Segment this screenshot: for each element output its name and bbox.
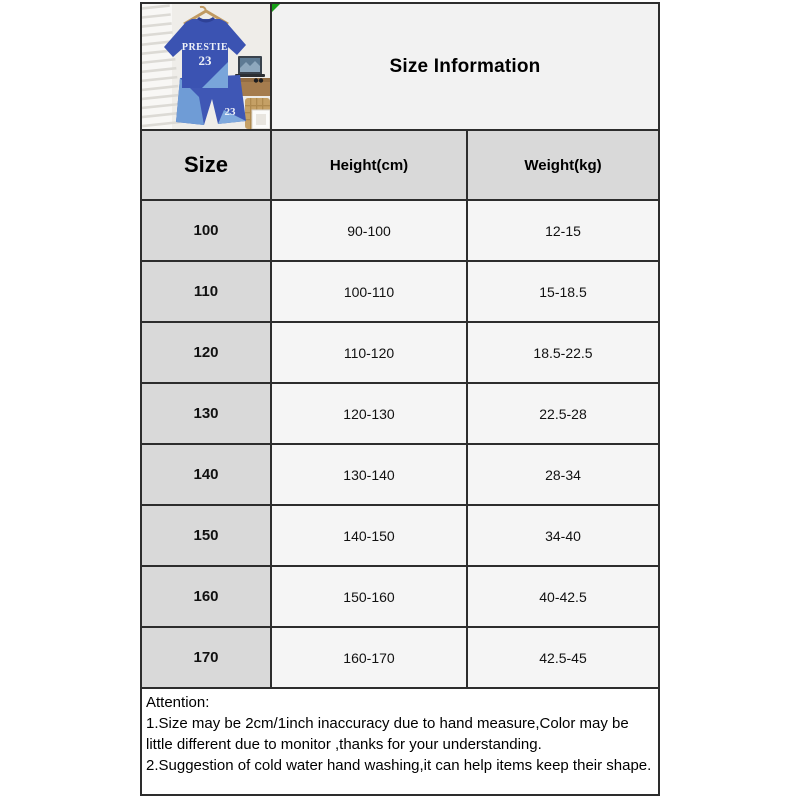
size-cell: 170 bbox=[142, 628, 272, 687]
table-row bbox=[142, 445, 658, 506]
table-row bbox=[142, 262, 658, 323]
height-cell: 150-160 bbox=[272, 567, 468, 626]
attention-note-1: 1.Size may be 2cm/1inch inaccuracy due to hand measure,Color may be little different due to monitor ,thanks for your understanding. bbox=[146, 715, 629, 753]
height-cell: 120-130 bbox=[272, 384, 468, 443]
size-cell: 100 bbox=[142, 201, 272, 260]
product-photo bbox=[142, 4, 272, 129]
attention-note bbox=[142, 689, 658, 794]
table-row bbox=[142, 628, 658, 689]
weight-cell: 42.5-45 bbox=[539, 649, 587, 666]
table-row bbox=[142, 506, 658, 567]
picture-frame bbox=[252, 110, 270, 129]
weight-cell: 28-34 bbox=[545, 466, 581, 483]
size-cell: 130 bbox=[142, 384, 272, 443]
weight-cell: 15-18.5 bbox=[539, 283, 587, 300]
column-header-weight: Weight(kg) bbox=[524, 156, 602, 174]
size-cell: 160 bbox=[142, 567, 272, 626]
page-title: Size Information bbox=[389, 55, 541, 77]
weight-cell: 22.5-28 bbox=[539, 405, 587, 422]
weight-cell: 40-42.5 bbox=[539, 588, 587, 605]
height-cell: 100-110 bbox=[272, 262, 468, 321]
column-header-height: Height(cm) bbox=[272, 131, 468, 199]
top-row bbox=[142, 4, 658, 131]
green-corner-marker bbox=[272, 4, 280, 12]
table-row bbox=[142, 201, 658, 262]
size-cell: 110 bbox=[142, 262, 272, 321]
table-row bbox=[142, 384, 658, 445]
weight-cell: 34-40 bbox=[545, 527, 581, 544]
weight-cell: 12-15 bbox=[545, 222, 581, 239]
column-header-size: Size bbox=[142, 131, 272, 199]
size-cell: 150 bbox=[142, 506, 272, 565]
attention-note-2: 2.Suggestion of cold water hand washing,it can help items keep their shape. bbox=[146, 757, 652, 774]
height-cell: 140-150 bbox=[272, 506, 468, 565]
height-cell: 130-140 bbox=[272, 445, 468, 504]
size-cell: 140 bbox=[142, 445, 272, 504]
table-header-row bbox=[142, 131, 658, 201]
height-cell: 160-170 bbox=[272, 628, 468, 687]
shirt-brand-text: PRESTIE bbox=[181, 42, 229, 53]
table-row bbox=[142, 567, 658, 628]
table-row bbox=[142, 323, 658, 384]
height-cell: 110-120 bbox=[272, 323, 468, 382]
attention-heading: Attention: bbox=[146, 694, 210, 711]
shorts-number-text: 23 bbox=[224, 106, 236, 118]
height-cell: 90-100 bbox=[272, 201, 468, 260]
title-cell bbox=[272, 4, 658, 129]
weight-cell: 18.5-22.5 bbox=[533, 344, 593, 361]
shirt-number-text: 23 bbox=[198, 53, 212, 68]
size-info-sheet bbox=[140, 2, 660, 796]
product-photo-illustration bbox=[142, 4, 270, 129]
size-cell: 120 bbox=[142, 323, 272, 382]
